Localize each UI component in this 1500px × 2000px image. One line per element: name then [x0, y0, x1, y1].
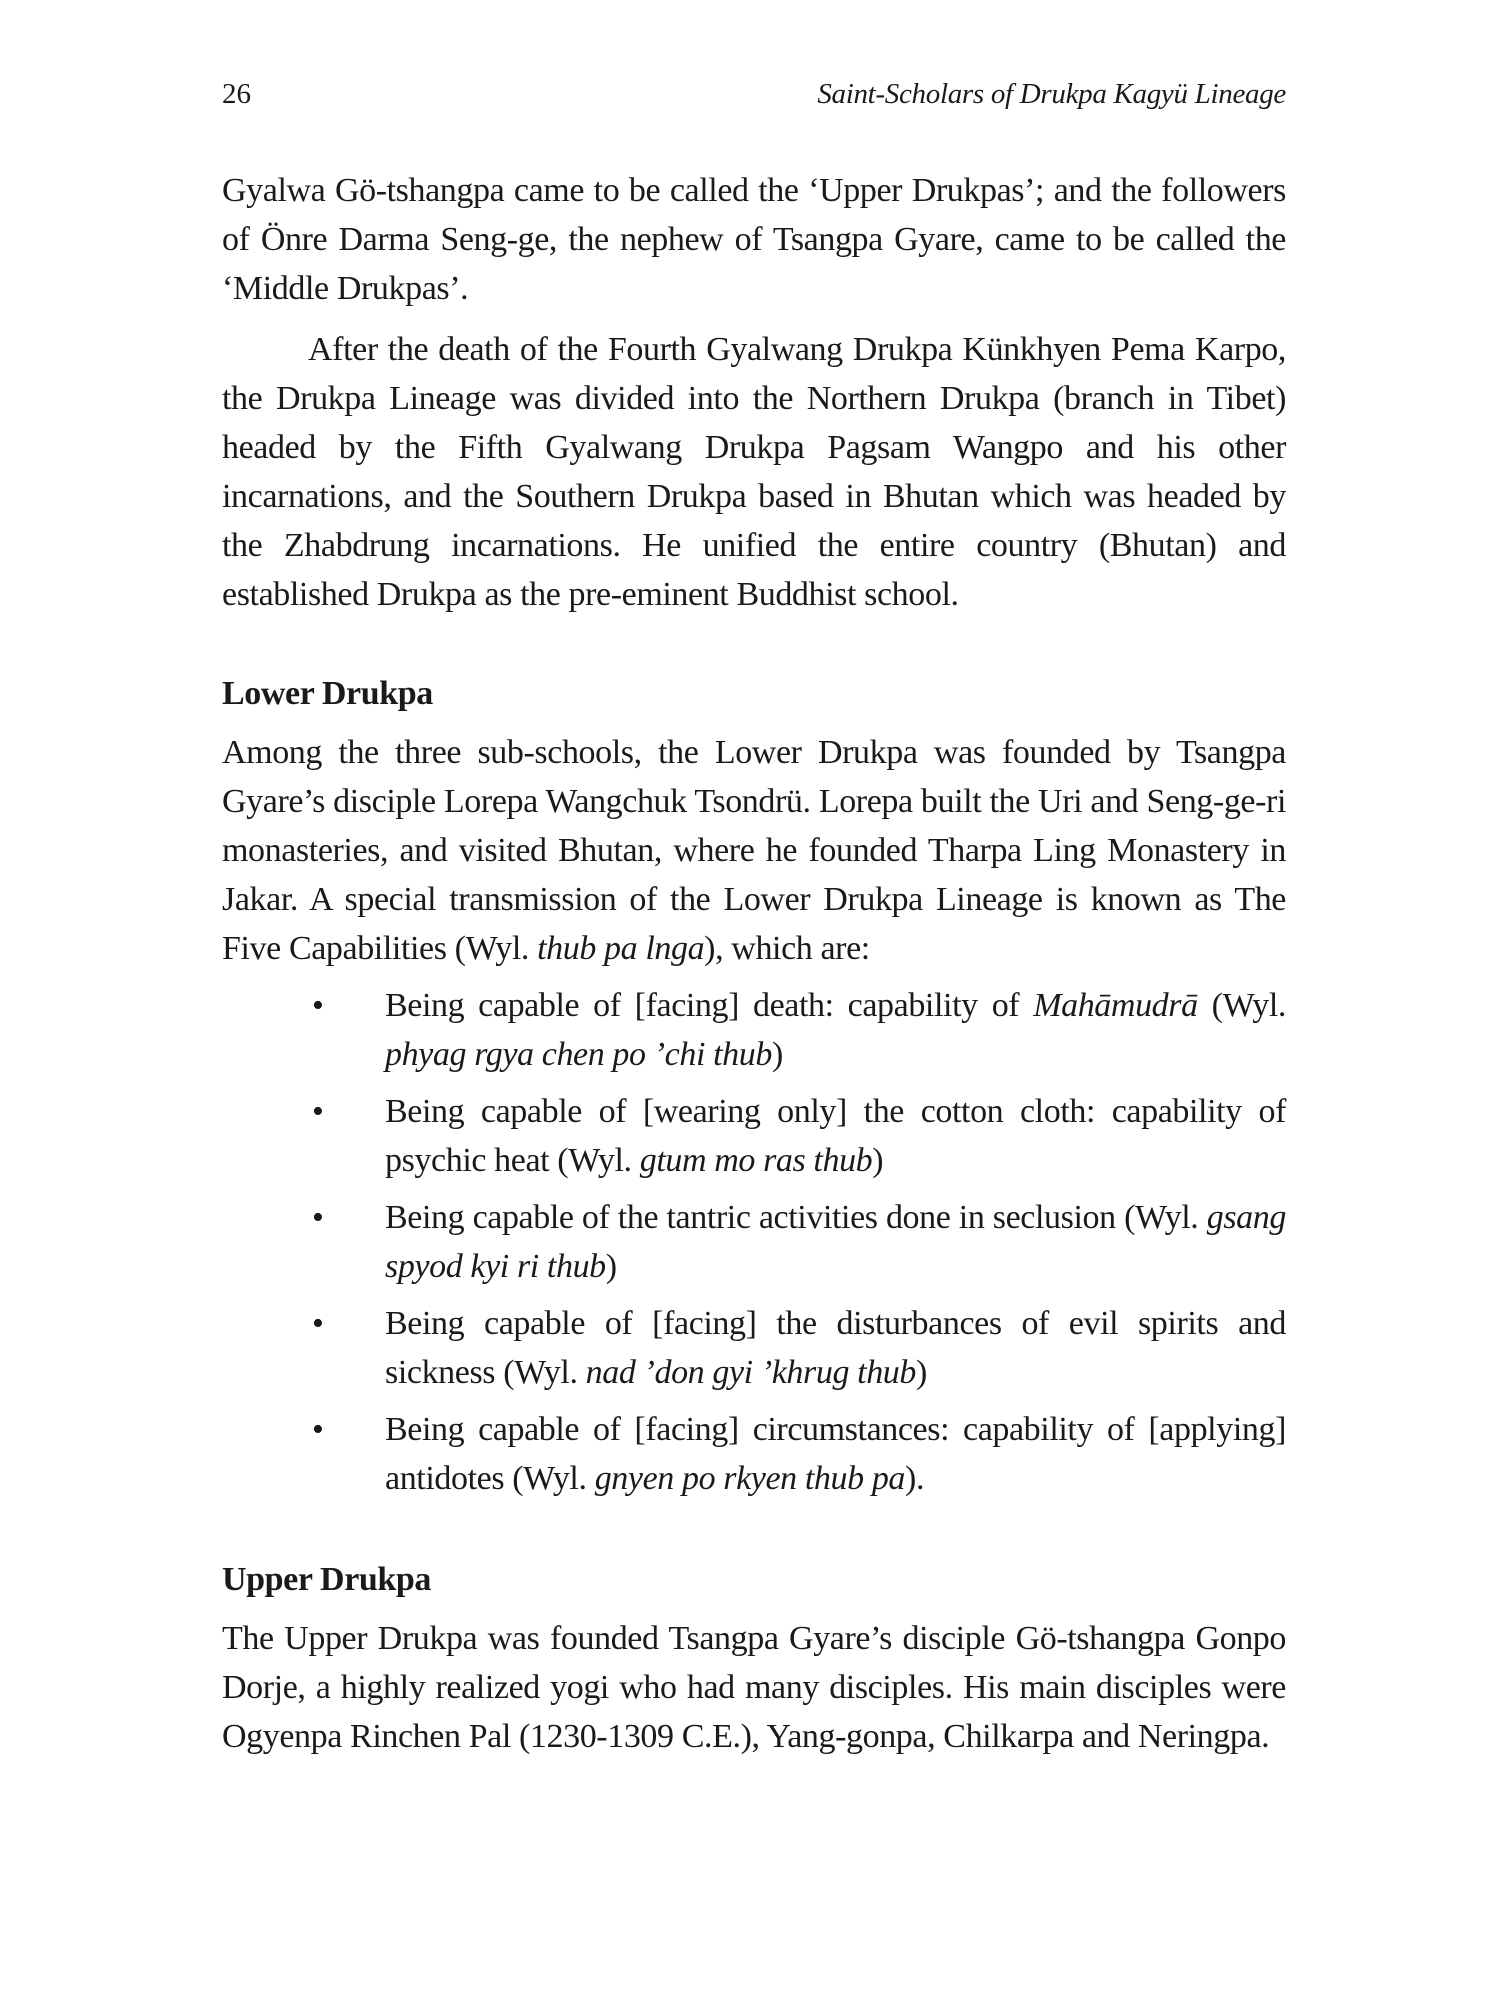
list-item-mid: (Wyl. [495, 1354, 586, 1391]
list-item-mid: (Wyl. [1115, 1199, 1207, 1236]
list-item-text [385, 981, 1286, 1079]
bullet-icon: • [312, 1305, 324, 1342]
list-item-mid: (Wyl. [1197, 987, 1286, 1024]
list-item-wylie: gnyen po rkyen thub pa [594, 1460, 906, 1497]
list-item-text [385, 1087, 1286, 1185]
list-item-italic: Mahāmudrā [1033, 987, 1198, 1024]
lower-text-before: Among the three sub-schools, the Lower Drukpa was founded by Tsangpa Gyare’s disciple Lorepa Wangchuk Tsondrü. Lorepa built the Uri and Seng-ge-ri monasteries, and visited Bhutan, where he founded Tharpa Ling Monastery in Jakar. A special transmission of the Lower Drukpa Lineage is known as The Five Capabilities (Wyl. [222, 734, 1286, 967]
list-item-text [385, 1193, 1286, 1291]
paragraph-upper-drukpa: The Upper Drukpa was founded Tsangpa Gyare’s disciple Gö-tshangpa Gonpo Dorje, a highly realized yogi who had many disciples. His main disciples were Ogyenpa Rinchen Pal (1230-1309 C.E.), Yang-gonpa, Chilkarpa and Neringpa. [222, 1620, 1286, 1755]
list-item-lead: Being capable of [facing] circumstances: capability of [applying] antidotes [385, 1411, 1286, 1497]
lower-text-italic: thub pa lnga [537, 930, 705, 967]
list-item-lead: Being capable of [wearing only] the cotton cloth: capability of psychic heat [385, 1093, 1286, 1179]
list-item-mid: (Wyl. [549, 1142, 640, 1179]
list-item-tail: ) [916, 1354, 927, 1391]
list-item-tail: ) [771, 1036, 783, 1073]
section-heading-upper-drukpa: Upper Drukpa [222, 1561, 432, 1598]
list-item-text [385, 1405, 1286, 1503]
paragraph-intro: Gyalwa Gö-tshangpa came to be called the ‘Upper Drukpas’; and the followers of Önre Darma Seng-ge, the nephew of Tsangpa Gyare, came to be called the ‘Middle Drukpas’. [222, 172, 1286, 307]
list-item [222, 1405, 1286, 1503]
list-item [222, 1087, 1286, 1185]
list-item [222, 1193, 1286, 1291]
running-header [222, 74, 1286, 114]
list-item-wylie: nad ’don gyi ’khrug thub [585, 1354, 917, 1391]
paragraph-lower-drukpa [222, 728, 1286, 973]
book-title: Saint-Scholars of Drukpa Kagyü Lineage [817, 78, 1286, 110]
list-item-lead: Being capable of [facing] death: capability of [385, 987, 1034, 1024]
list-item [222, 981, 1286, 1079]
list-item [222, 1299, 1286, 1397]
bullet-icon: • [312, 1199, 324, 1236]
page-number: 26 [222, 78, 251, 110]
list-item-mid: (Wyl. [504, 1460, 595, 1497]
bullet-icon: • [312, 1093, 324, 1130]
paragraph-lineage-division: After the death of the Fourth Gyalwang Drukpa Künkhyen Pema Karpo, the Drukpa Lineage was divided into the Northern Drukpa (branch in Tibet) headed by the Fifth Gyalwang Drukpa Pagsam Wangpo and his other incarnations, and the Southern Drukpa based in Bhutan which was headed by the Zhabdrung incarnations. He unified the entire country (Bhutan) and established Drukpa as the pre-eminent Buddhist school. [222, 331, 1286, 613]
list-item-tail: ) [872, 1142, 884, 1179]
bullet-icon: • [312, 987, 324, 1024]
list-item-text [385, 1299, 1286, 1397]
page-body [222, 166, 1286, 1761]
section-heading-lower-drukpa: Lower Drukpa [222, 675, 433, 712]
lower-text-after: ), which are: [704, 930, 870, 967]
list-item-wylie: phyag rgya chen po ’chi thub [385, 1036, 772, 1073]
list-item-tail: ) [605, 1248, 617, 1285]
list-item-tail: ). [905, 1460, 925, 1497]
list-item-lead: Being capable of the tantric activities done in seclusion [385, 1199, 1116, 1236]
list-item-lead: Being capable of [facing] the disturbances of evil spirits and sickness [385, 1305, 1286, 1391]
list-item-wylie: gtum mo ras thub [639, 1142, 873, 1179]
list-item-wylie: gsang spyod kyi ri thub [385, 1199, 1286, 1285]
five-capabilities-list [222, 981, 1286, 1503]
bullet-icon: • [312, 1411, 324, 1448]
